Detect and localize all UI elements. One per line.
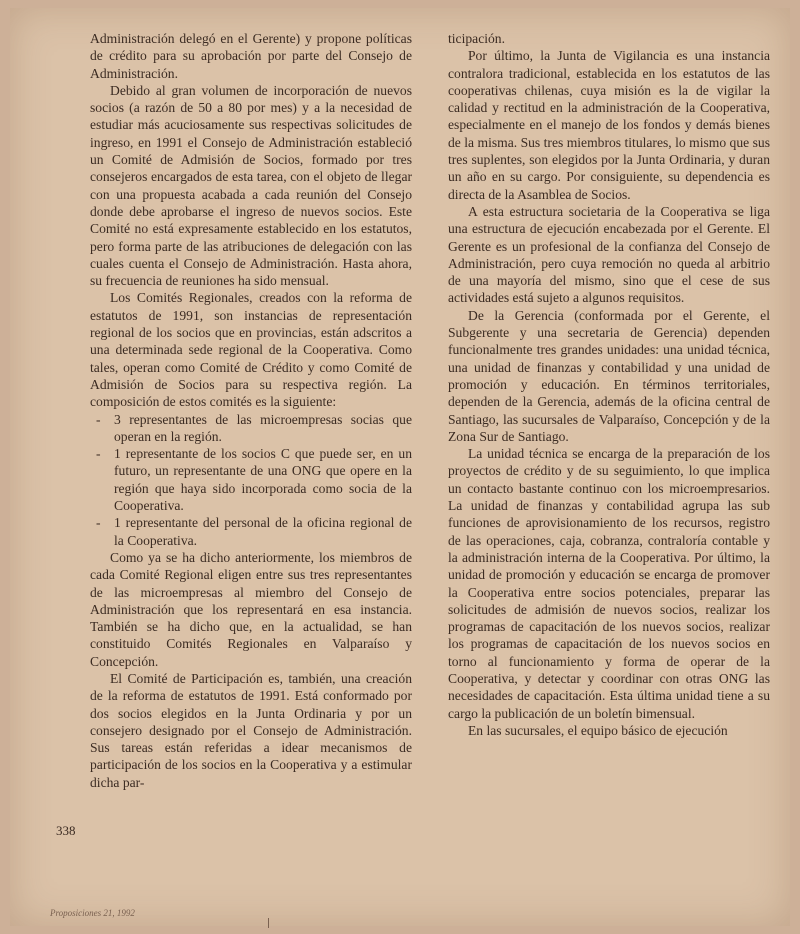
footer-citation: Proposiciones 21, 1992 — [50, 908, 135, 918]
right-continuation-text: ticipación. — [448, 31, 505, 46]
left-column — [90, 30, 412, 791]
list-item: - 3 representantes de las microempresas socias que operan en la región. — [90, 411, 412, 446]
composition-list — [90, 411, 412, 549]
page-fold-mark — [268, 918, 269, 928]
comite-participacion-paragraph: El Comité de Participación es, también, una creación de la reforma de estatutos de 1991. Está conformado por dos socios elegidos en la Junta Ordinaria y por un consejero designado por el Consejo de Administración. Sus tareas están referidas a idear mecanismos de participación de los socios en la Cooperativa y a estimular dicha par- — [90, 670, 412, 790]
right-column — [448, 30, 770, 739]
list-item: - 1 representante de los socios C que puede ser, en un futuro, un representante de una ONG que opere en la región que haya sido incorporada como socia de la Cooperativa. — [90, 445, 412, 514]
comite-admision-paragraph: Debido al gran volumen de incorporación de nuevos socios (a razón de 50 a 80 por mes) y a la necesidad de estudiar más acuciosamente sus respectivas solicitudes de ingreso, en 1991 el Consejo de Administración estableció un Comité de Admisión de Socios, formado por tres consejeros encargados de esta tarea, con el objeto de llegar con una propuesta acabada a cada reunión del Consejo donde debe aprobarse el ingreso de nuevos socios. Este Comité no está expresamente establecido en los estatutos, pero forma parte de las atribuciones de delegación con las cuales cuenta el Consejo de Administración. Hasta ahora, su frecuencia de reuniones ha sido mensual. — [90, 82, 412, 289]
gerencia-paragraph: De la Gerencia (conformada por el Gerente, el Subgerente y una secretaria de Gerencia) dependen funcionalmente tres grandes unidades: una unidad técnica, una unidad de finanzas y contabilidad y una unidad de promoción y educación. En términos territoriales, dependen de la Gerencia, además de la oficina central de Santiago, las sucursales de Valparaíso, Concepción y de la Zona Sur de Santiago. — [448, 307, 770, 444]
unidades-paragraph: La unidad técnica se encarga de la preparación de los proyectos de crédito y de su seguimiento, lo que implica un contacto bastante continuo con los microempresarios. La unidad de finanzas y contabilidad agrupa las sub funciones de aprovisionamiento de los recursos, registro de las operaciones, caja, cobranza, contraloría contable y la administración interna de la Cooperativa. Por último, la unidad de promoción y educación se encarga de promover la Cooperativa entre socios potenciales, preparar las solicitudes de admisión de nuevos socios, realizar los programas de capacitación de los nuevos socios, realizar los programas de capacitación de los nuevos socios en torno al funcionamiento y forma de operar de la Cooperativa, y detectar y coordinar con otras ONG las necesidades de capacitación. Esta última unidad tiene a su cargo la publicación de un boletín bimensual. — [448, 446, 770, 721]
sucursales-paragraph: En las sucursales, el equipo básico de ejecución — [468, 722, 728, 738]
list-item: - 1 representante del personal de la oficina regional de la Cooperativa. — [90, 514, 412, 549]
junta-vigilancia-paragraph: Por último, la Junta de Vigilancia es una instancia contralora tradicional, establecida en los estatutos de las cooperativas chilenas, cuya misión es la de vigilar la calidad y rectitud en la administración de la Cooperativa, especialmente en el manejo de los fondos y demás bienes de la misma. Sus tres miembros titulares, lo mismo que sus tres suplentes, son elegidos por la Junta Ordinaria, y duran un año en su cargo. Por consiguiente, su dependencia es directa de la Asamblea de Socios. — [448, 48, 770, 202]
comites-regionales-paragraph: Los Comités Regionales, creados con la reforma de estatutos de 1991, son instancias de representación regional de los socios que en provincias, están adscritos a una determinada sede regional de la Cooperativa. Como tales, operan como Comité de Crédito y como Comité de Admisión de Socios para su respectiva región. La composición de estos comités es la siguiente: — [90, 290, 412, 410]
page-number: 338 — [56, 823, 76, 838]
gerente-paragraph: A esta estructura societaria de la Cooperativa se liga una estructura de ejecución encabezada por el Gerente. El Gerente es un profesional de la confianza del Consejo de Administración, pero cuya remoción no queda al arbitrio de una mayoría del mismo, sino que el cese de sus actividades está sujeto a algunos requisitos. — [448, 203, 770, 306]
left-intro-paragraph: Administración delegó en el Gerente) y propone políticas de crédito para su aprobación por parte del Consejo de Administración. — [90, 31, 412, 81]
regional-representatives-paragraph: Como ya se ha dicho anteriormente, los miembros de cada Comité Regional eligen entre sus tres representantes de las microempresas al miembro del Consejo de Administración que los representará en esa instancia. También se ha dicho que, en la actualidad, se han constituido Comités Regionales en Valparaíso y Concepción. — [90, 549, 412, 669]
document-page — [10, 8, 790, 926]
